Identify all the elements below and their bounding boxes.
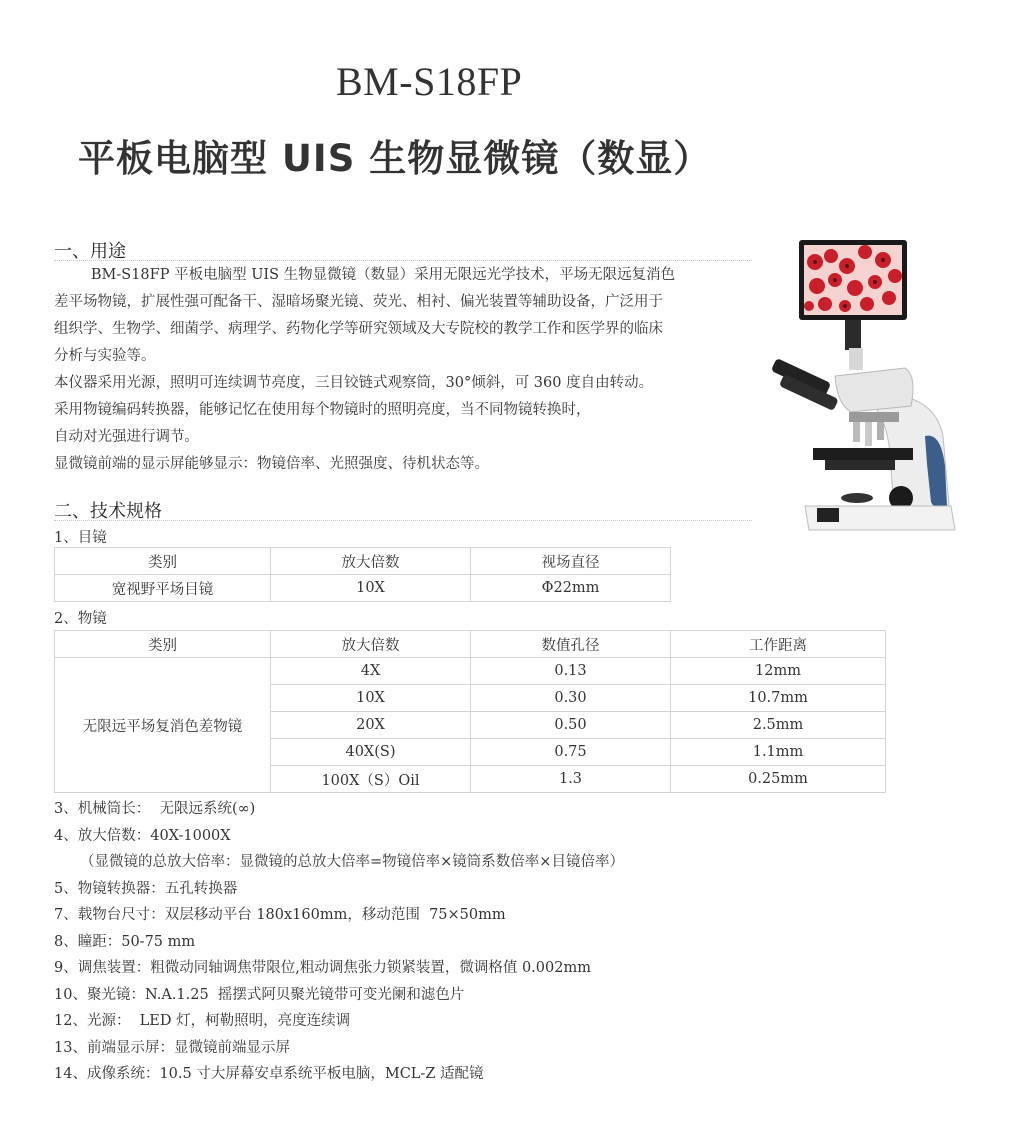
spec-item: 5、物镜转换器：五孔转换器: [54, 880, 238, 897]
page-title: 平板电脑型 UIS 生物显微镜（数显）: [78, 137, 712, 180]
table-cell: 1.1mm: [671, 739, 886, 766]
table-cell: 0.13: [471, 658, 671, 685]
usage-line: 分析与实验等。: [54, 348, 156, 364]
model-number: BM-S18FP: [336, 59, 523, 104]
table-cell: 10X: [271, 575, 471, 602]
table-cell: 宽视野平场目镜: [55, 575, 271, 602]
usage-heading: 一、用途: [54, 241, 126, 262]
spec-item: 10、聚光镜：N.A.1.25 摇摆式阿贝聚光镜带可变光阑和滤色片: [54, 986, 465, 1003]
table-header-cell: 类别: [55, 631, 271, 658]
table-row: [55, 575, 671, 602]
usage-line: 自动对光强进行调节。: [54, 429, 199, 445]
table-cell: 0.50: [471, 712, 671, 739]
specs-divider: [54, 520, 752, 521]
usage-divider: [54, 260, 752, 261]
usage-line: 组织学、生物学、细菌学、病理学、药物化学等研究领域及大专院校的教学工作和医学界的临床: [54, 321, 663, 337]
spec-item: 8、瞳距：50-75 mm: [54, 933, 196, 950]
spec-item: 14、成像系统：10.5 寸大屏幕安卓系统平板电脑，MCL-Z 适配镜: [54, 1066, 484, 1082]
table-cell: 20X: [271, 712, 471, 739]
usage-paragraph: [54, 262, 675, 478]
table-header-cell: 类别: [55, 548, 271, 575]
spec-item-note: （显微镜的总放大倍率：显微镜的总放大倍率=物镜倍率×镜筒系数倍率×目镜倍率）: [80, 854, 624, 870]
table-cell: 10X: [271, 685, 471, 712]
usage-line: 采用物镜编码转换器，能够记忆在使用每个物镜时的照明亮度，当不同物镜转换时，: [54, 402, 591, 418]
eyepiece-table: [54, 547, 671, 602]
table-cell: 12mm: [671, 658, 886, 685]
usage-line: 显微镜前端的显示屏能够显示：物镜倍率、光照强度、待机状态等。: [54, 456, 489, 472]
table-cell: 0.30: [471, 685, 671, 712]
usage-line: 差平场物镜，扩展性强可配备干、湿暗场聚光镜、荧光、相衬、偏光装置等辅助设备，广泛用于: [54, 294, 663, 310]
table-cell: 0.25mm: [671, 766, 886, 793]
usage-line: BM-S18FP 平板电脑型 UIS 生物显微镜（数显）采用无限远光学技术，平场无限远复消色: [54, 267, 676, 283]
table-header-cell: 放大倍数: [271, 548, 471, 575]
eyepiece-label: 1、目镜: [54, 530, 107, 546]
table-cell: 40X(S): [271, 739, 471, 766]
spec-item: 12、光源： LED 灯，柯勒照明，亮度连续调: [54, 1013, 351, 1029]
objective-table: [54, 630, 886, 793]
table-header-row: [55, 631, 886, 658]
table-cell: 2.5mm: [671, 712, 886, 739]
table-cell: 1.3: [471, 766, 671, 793]
table-header-cell: 视场直径: [471, 548, 671, 575]
microscope-tablet-icon: [765, 236, 965, 546]
spec-item: 4、放大倍数：40X-1000X: [54, 827, 231, 844]
table-cell: 0.75: [471, 739, 671, 766]
table-row: [55, 658, 886, 685]
table-header-cell: 工作距离: [671, 631, 886, 658]
specs-heading: 二、技术规格: [54, 501, 162, 522]
spec-item: 3、机械筒长： 无限远系统(∞): [54, 801, 256, 817]
table-cell: 10.7mm: [671, 685, 886, 712]
usage-line: 本仪器采用光源，照明可连续调节亮度，三目铰链式观察筒，30°倾斜，可 360 度自由转动。: [54, 375, 654, 391]
table-header-cell: 数值孔径: [471, 631, 671, 658]
objective-category-cell: 无限远平场复消色差物镜: [55, 658, 271, 793]
table-cell: Φ22mm: [471, 575, 671, 602]
objective-label: 2、物镜: [54, 611, 107, 627]
spec-item: 7、载物台尺寸：双层移动平台 180x160mm，移动范围 75×50mm: [54, 907, 506, 923]
table-cell: 100X（S）Oil: [271, 766, 471, 793]
spec-item: 9、调焦装置：粗微动同轴调焦带限位,粗动调焦张力锁紧装置，微调格值 0.002mm: [54, 960, 591, 976]
spec-list: [54, 796, 624, 1088]
table-header-cell: 放大倍数: [271, 631, 471, 658]
table-cell: 4X: [271, 658, 471, 685]
table-header-row: [55, 548, 671, 575]
spec-item: 13、前端显示屏：显微镜前端显示屏: [54, 1039, 290, 1056]
